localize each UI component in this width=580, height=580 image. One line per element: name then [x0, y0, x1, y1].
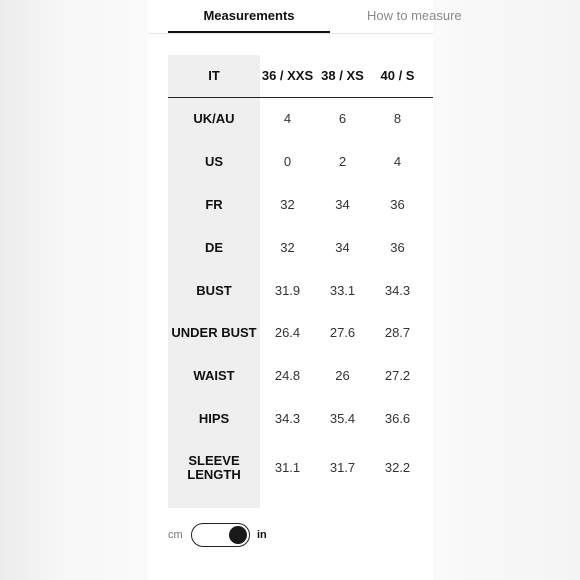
- toggle-knob: [229, 526, 247, 544]
- table-cell: 4: [283, 111, 292, 126]
- table-cell: 26: [335, 367, 350, 383]
- table-cell: 34.3: [274, 410, 301, 426]
- table-cell: 34: [335, 239, 350, 255]
- table-cell: 4: [393, 153, 402, 169]
- table-cell: 0: [283, 153, 292, 169]
- table-cell: 36.6: [384, 410, 411, 426]
- table-cell: 31.9: [274, 282, 301, 298]
- table-cell: 2: [338, 153, 347, 169]
- table-cell: 26.4: [274, 325, 301, 340]
- table-cell: 36: [390, 239, 405, 255]
- table-cell: 33.1: [329, 282, 356, 298]
- tab-how-to-measure[interactable]: How to measure: [367, 8, 462, 23]
- header-size-2: 38 / XS: [321, 68, 364, 83]
- row-label-bust: BUST: [196, 282, 232, 298]
- table-cell: 32.2: [384, 460, 411, 475]
- unit-toggle-row: [148, 520, 433, 550]
- unit-label-in[interactable]: in: [257, 529, 267, 541]
- table-cell: 27.6: [329, 325, 356, 340]
- table-cell: 35.4: [329, 410, 356, 426]
- header-size-1: 36 / XXS: [261, 68, 314, 83]
- table-cell: 31.7: [329, 460, 356, 475]
- row-label-fr: FR: [205, 196, 223, 212]
- table-cell: 28.7: [384, 325, 411, 340]
- row-label-sleeve-length: SLEEVE LENGTH: [187, 453, 241, 482]
- header-label-it: IT: [208, 68, 220, 83]
- row-label-de: DE: [204, 239, 224, 255]
- header-size-3: 40 / S: [380, 68, 415, 83]
- unit-toggle-switch[interactable]: [191, 523, 250, 547]
- unit-label-cm[interactable]: cm: [168, 529, 183, 541]
- table-cell: 32: [280, 239, 295, 255]
- table-cell: 6: [338, 111, 347, 126]
- table-cell: 8: [393, 111, 402, 126]
- row-label-us: US: [204, 153, 224, 169]
- tab-bar: [148, 0, 462, 34]
- table-cell: 36: [390, 196, 405, 212]
- row-label-under-bust: UNDER BUST: [171, 325, 257, 340]
- row-label-uk-au: UK/AU: [193, 111, 235, 126]
- tab-bar-divider: [148, 33, 433, 34]
- table-cell: 31.1: [274, 460, 301, 475]
- table-cell: 24.8: [274, 367, 301, 383]
- table-cell: 34: [335, 196, 350, 212]
- size-guide-panel: [148, 0, 462, 580]
- table-cell: 32: [280, 196, 295, 212]
- tab-measurements[interactable]: Measurements: [203, 8, 295, 23]
- row-label-waist: WAIST: [193, 367, 235, 383]
- row-label-hips: HIPS: [198, 410, 230, 426]
- table-cell: 27.2: [384, 367, 411, 383]
- table-cell: 34.3: [384, 282, 411, 298]
